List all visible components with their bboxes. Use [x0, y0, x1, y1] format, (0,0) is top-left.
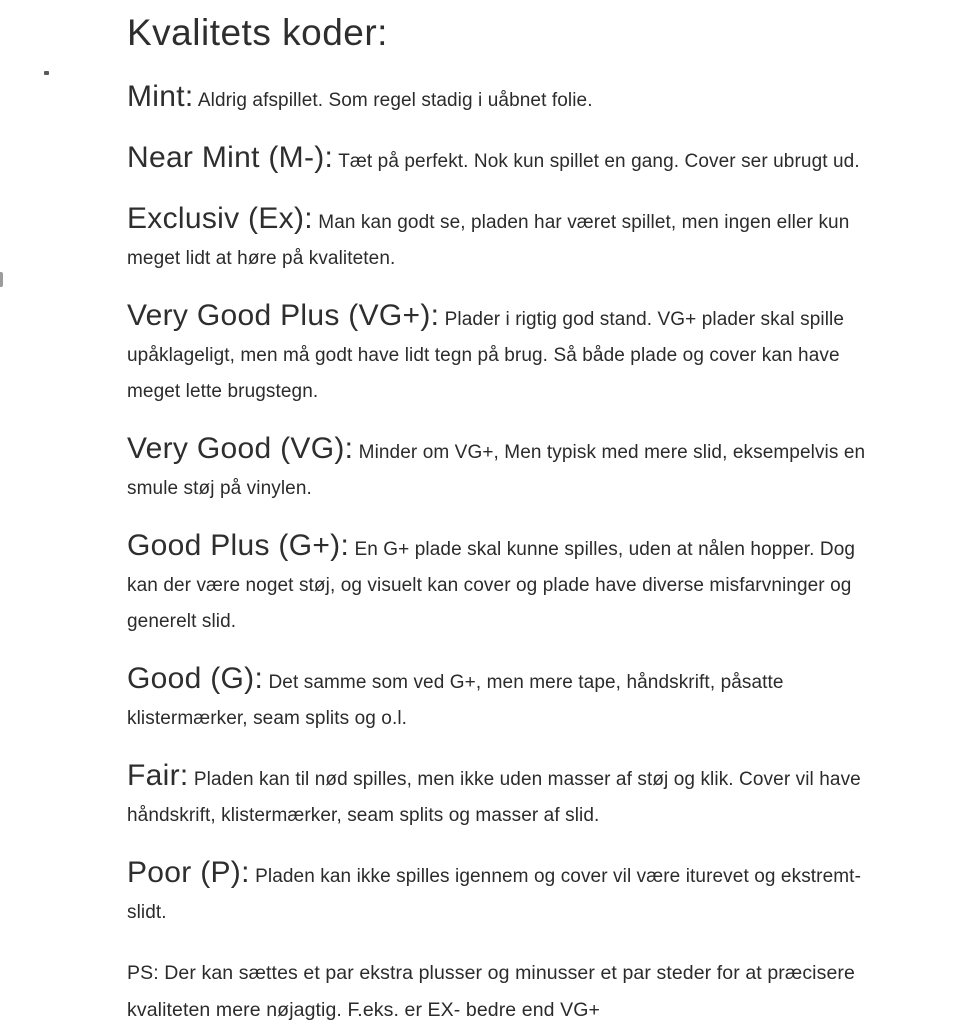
- quality-entry-mint: [127, 82, 885, 119]
- quality-term-fair: Fair:: [127, 759, 189, 793]
- quality-entry-good-plus: [127, 531, 885, 640]
- page-title: Kvalitets koder:: [127, 12, 388, 53]
- quality-desc-fair: Pladen kan til nød spilles, men ikke uden masser af støj og klik. Cover vil have håndskrift, klistermærker, seam splits og masser af slid.: [127, 769, 861, 827]
- quality-desc-poor: Pladen kan ikke spilles igennem og cover vil være iturevet og ekstremt-slidt.: [127, 866, 861, 924]
- quality-term-very-good: Very Good (VG):: [127, 432, 354, 466]
- quality-desc-exclusiv: Man kan godt se, pladen har været spillet, men ingen eller kun meget lidt at høre på kvaliteten.: [127, 212, 850, 270]
- quality-term-very-good-plus: Very Good Plus (VG+):: [127, 299, 440, 333]
- quality-entry-good: [127, 664, 885, 737]
- quality-desc-very-good-plus: Plader i rigtig god stand. VG+ plader skal spille upåklageligt, men må godt have lidt tegn på brug. Så både plade og cover kan have meget lette brugstegn.: [127, 309, 845, 403]
- quality-entry-very-good-plus: [127, 301, 885, 410]
- quality-term-mint: Mint:: [127, 80, 194, 114]
- quality-desc-near-mint: Tæt på perfekt. Nok kun spillet en gang. Cover ser ubrugt ud.: [338, 151, 860, 173]
- quality-entry-very-good: [127, 434, 885, 507]
- quality-desc-good-plus: En G+ plade skal kunne spilles, uden at nålen hopper. Dog kan der være noget støj, og visuelt kan cover og plade have diverse misfarvninger og generelt slid.: [127, 539, 856, 633]
- quality-entry-fair: [127, 761, 885, 834]
- quality-entry-poor: [127, 858, 885, 931]
- quality-desc-very-good: Minder om VG+, Men typisk med mere slid, eksempelvis en smule støj på vinylen.: [127, 442, 866, 500]
- scan-edge-mark: [0, 272, 3, 287]
- quality-term-good-plus: Good Plus (G+):: [127, 529, 350, 563]
- quality-term-exclusiv: Exclusiv (Ex):: [127, 202, 313, 236]
- quality-entry-near-mint: [127, 143, 885, 180]
- quality-entry-exclusiv: [127, 204, 885, 277]
- quality-desc-mint: Aldrig afspillet. Som regel stadig i uåbnet folie.: [197, 90, 593, 112]
- postscript-note: PS: Der kan sættes et par ekstra plusser og minusser et par steder for at præcisere kvaliteten mere nøjagtig. F.eks. er EX- bedre end VG+: [127, 962, 855, 1022]
- quality-desc-good: Det samme som ved G+, men mere tape, håndskrift, påsatte klistermærker, seam splits og o.l.: [127, 672, 784, 730]
- scan-speck: [44, 71, 49, 75]
- quality-term-poor: Poor (P):: [127, 856, 250, 890]
- quality-term-near-mint: Near Mint (M-):: [127, 141, 334, 175]
- quality-term-good: Good (G):: [127, 662, 264, 696]
